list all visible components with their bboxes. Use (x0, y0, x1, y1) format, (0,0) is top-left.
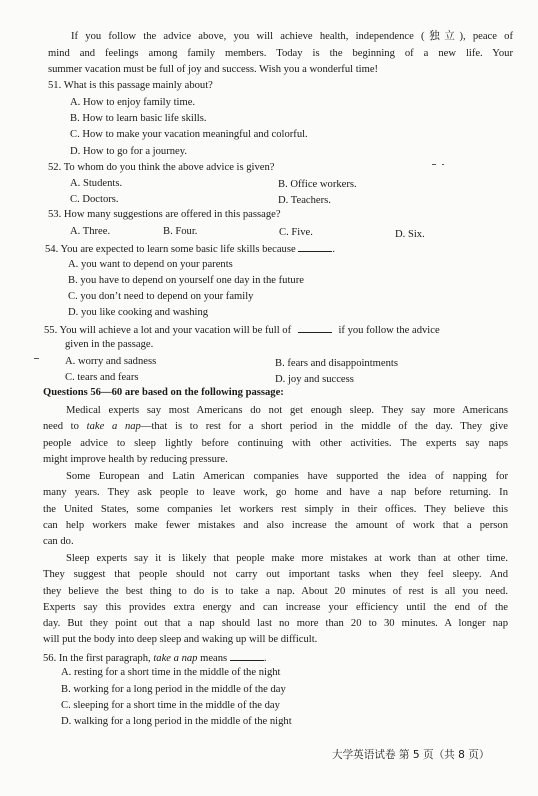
passage-p2-line-5: can do. (43, 536, 74, 547)
question-55-option-d: D. joy and success (275, 374, 354, 385)
question-55-option-c: C. tears and fears (65, 372, 139, 383)
question-55-option-a: A. worry and sadness (65, 356, 157, 367)
question-53-option-c: C. Five. (279, 227, 313, 238)
passage-p2-line-1: Some European and Latin American companies have supported the idea of napping for (66, 471, 508, 482)
question-56-stem-start: 56. In the first paragraph, (43, 653, 154, 664)
question-53-option-a: A. Three. (70, 226, 111, 237)
question-54-option-d: D. you like cooking and washing (68, 307, 209, 318)
question-54-option-a: A. you want to depend on your parents (68, 259, 233, 270)
page-footer: 大学英语试卷 第 5 页（共 8 页） (332, 749, 490, 761)
passage-p3-line-5: day. But they point out that a nap should last no more than 20 to 30 minutes. A longer nap (43, 618, 508, 629)
passage-p1-line-3: people advice to sleep lightly before continuing with other activities. The experts say naps (43, 438, 508, 449)
question-52-option-c: C. Doctors. (70, 194, 119, 205)
passage-p2-line-4: can help workers make fewer mistakes and also increase the amount of work that a person (43, 520, 508, 531)
passage-p3-line-6: will put the body into deep sleep and waking up will be difficult. (43, 634, 318, 645)
scan-speck (34, 358, 39, 359)
question-54-stem-text: 54. You are expected to learn some basic life skills because (45, 244, 296, 255)
question-56-stem (43, 650, 267, 666)
question-56-stem-end: . (263, 653, 267, 664)
intro-line-2: mind and feelings among family members. Today is the beginning of a new life. Your (48, 48, 513, 59)
question-55-stem-end: if you follow the advice (338, 325, 440, 336)
question-53-stem: 53. How many suggestions are offered in this passage? (48, 209, 281, 220)
question-55-option-b: B. fears and disappointments (275, 358, 398, 369)
passage-p1-line-2-end: —that is to rest for a short period in the middle of the day. They give (140, 421, 508, 432)
passage-p2-line-2: many years. They ask people to leave work, go home and have a nap before returning. In (43, 487, 508, 498)
question-56-option-a: A. resting for a short time in the middle of the night (61, 667, 281, 678)
passage-p2-line-3: the United States, some companies let workers rest simply in their offices. They believe this (43, 504, 508, 515)
question-52-option-d: D. Teachers. (278, 195, 331, 206)
question-55-stem-line-2: given in the passage. (65, 339, 154, 350)
question-51-option-d: D. How to go for a journey. (70, 146, 187, 157)
question-53-option-b: B. Four. (163, 226, 198, 237)
question-54-option-c: C. you don’t need to depend on your family (68, 291, 254, 302)
question-52-option-b: B. Office workers. (278, 179, 357, 190)
question-56-option-d: D. walking for a long period in the middle of the night (61, 716, 292, 727)
scan-speck (432, 164, 436, 165)
question-55-stem (44, 322, 512, 338)
question-51-option-c: C. How to make your vacation meaningful and colorful. (70, 129, 308, 140)
question-56-option-b: B. working for a long period in the middle of the day (61, 684, 286, 695)
question-53-option-d: D. Six. (395, 229, 425, 240)
question-52-option-a: A. Students. (70, 178, 123, 189)
question-55-stem-text: 55. You will achieve a lot and your vacation will be full of (44, 325, 292, 336)
passage-p1-line-2 (43, 420, 508, 434)
passage-p3-line-4: Experts say this provides extra energy and can increase your efficiency until the end of the (43, 602, 508, 613)
passage-p3-line-1: Sleep experts say it is likely that people make more mistakes at work than at other time. (66, 553, 508, 564)
question-51-stem: 51. What is this passage mainly about? (48, 80, 213, 91)
question-55-blank (298, 322, 332, 333)
question-51-option-a: A. How to enjoy family time. (70, 97, 196, 108)
question-52-stem: 52. To whom do you think the above advice is given? (48, 162, 275, 173)
question-54-stem-end: . (332, 244, 335, 255)
intro-line-3: summer vacation must be full of joy and success. Wish you a wonderful time! (48, 64, 379, 75)
question-51-option-b: B. How to learn basic life skills. (70, 113, 207, 124)
passage-p1-line-4: might improve health by reducing pressure. (43, 454, 228, 465)
question-56-blank (230, 650, 264, 661)
scan-speck (442, 164, 444, 165)
passage-p1-line-2-start: need to (43, 421, 87, 432)
question-54-blank (298, 241, 332, 252)
passage-take-a-nap-term: take a nap (86, 421, 141, 432)
passage-p1-line-1: Medical experts say most Americans do not get enough sleep. They say more Americans (66, 405, 508, 416)
question-56-stem-middle: means (197, 653, 228, 664)
question-56-option-c: C. sleeping for a short time in the middle of the day (61, 700, 280, 711)
question-56-term: take a nap (153, 653, 198, 664)
passage-p3-line-2: They suggest that people should not carry out important tasks when they feel sleepy. And (43, 569, 508, 580)
intro-line-1: If you follow the advice above, you will achieve health, independence (独立), peace of (71, 31, 513, 42)
question-54-option-b: B. you have to depend on yourself one day in the future (68, 275, 304, 286)
question-54-stem (45, 241, 335, 257)
passage-p3-line-3: they believe the best thing to do is to take a nap. About 20 minutes of rest is all you need. (43, 586, 508, 597)
section-header: Questions 56—60 are based on the following passage: (43, 387, 284, 398)
